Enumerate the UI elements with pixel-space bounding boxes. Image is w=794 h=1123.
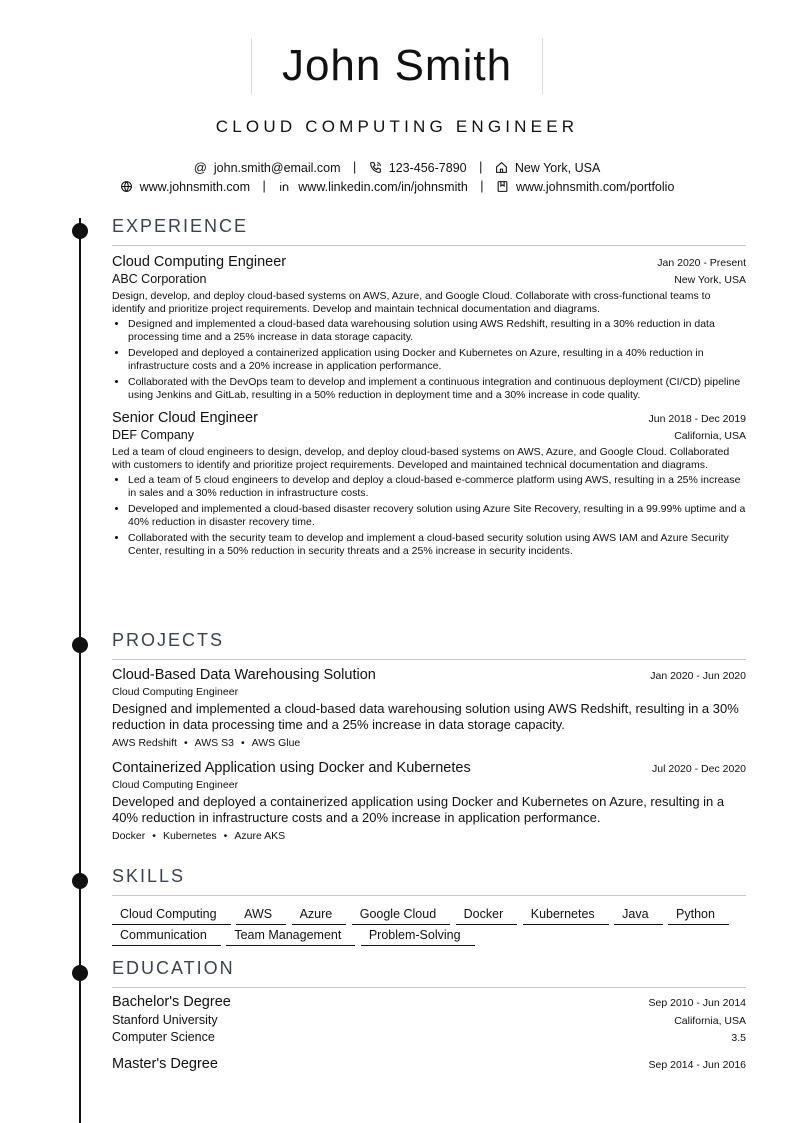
timeline-dot (72, 223, 88, 239)
tech-separator: • (223, 830, 228, 842)
project-entry (112, 667, 746, 749)
entry-date: Jan 2020 - Present (657, 257, 746, 269)
education-date: Sep 2014 - Jun 2016 (648, 1059, 746, 1071)
separator: | (353, 160, 357, 174)
project-date: Jan 2020 - Jun 2020 (650, 670, 746, 682)
skill-tag: Team Management (226, 925, 355, 946)
phone-contact[interactable] (369, 161, 467, 175)
skill-tag: Communication (112, 925, 221, 946)
list-item: • Led a team of 5 cloud engineers to develop and deploy a cloud-based e-commerce platform using AWS, resulting in a 25% increase in sales and a 30% reduction in infrastructure costs. (128, 474, 746, 499)
project-tech (112, 737, 746, 749)
skill-tag: Problem-Solving (361, 925, 475, 946)
email-contact[interactable] (194, 160, 341, 175)
project-role: Cloud Computing Engineer (112, 686, 239, 698)
entry-company: ABC Corporation (112, 272, 207, 286)
gpa-value: 3.5 (731, 1032, 746, 1044)
name-header (0, 38, 794, 94)
section-heading: EXPERIENCE (112, 216, 746, 246)
education-entry (112, 994, 746, 1044)
timeline-dot (72, 637, 88, 653)
skill-tag: Python (668, 904, 729, 925)
location-contact (495, 161, 600, 175)
portfolio-contact[interactable] (496, 180, 674, 194)
skills-section (112, 866, 746, 946)
skill-tag: Google Cloud (352, 904, 450, 925)
degree-title: Master's Degree (112, 1056, 218, 1072)
email-text: john.smith@email.com (213, 160, 341, 175)
contact-row-2 (0, 179, 794, 194)
entry-summary: Design, develop, and deploy cloud-based systems on AWS, Azure, and Google Cloud. Collaborate with cross-functional teams to identify and prioritize project requirements. Develop and maintain technical documentation and diagrams. (112, 290, 711, 315)
project-role: Cloud Computing Engineer (112, 779, 239, 791)
project-description: Developed and deployed a containerized application using Docker and Kubernetes on Azure, resulting in a 40% reduction in infrastructure costs and a 20% increase in application performance. (112, 794, 725, 825)
entry-company: DEF Company (112, 428, 194, 442)
section-heading: SKILLS (112, 866, 746, 896)
home-icon (495, 161, 508, 174)
skill-tag: Docker (456, 904, 518, 925)
tech-separator: • (183, 737, 188, 749)
portfolio-text: www.johnsmith.com/portfolio (516, 179, 675, 194)
website-text: www.johnsmith.com (139, 179, 251, 194)
separator: | (479, 160, 483, 174)
school-location: California, USA (674, 1015, 746, 1027)
timeline-dot (72, 965, 88, 981)
timeline-dot (72, 873, 88, 889)
globe-icon (120, 180, 133, 193)
skill-tag: Cloud Computing (112, 904, 231, 925)
project-tech (112, 830, 746, 842)
list-item: • Developed and implemented a cloud-based disaster recovery solution using Azure Site Recovery, resulting in a 99.99% uptime and a 40% reduction in disaster recovery time. (128, 503, 746, 528)
skill-tag: Azure (292, 904, 347, 925)
contact-row-1 (0, 160, 794, 175)
tech-item: AWS Redshift (112, 737, 177, 749)
list-item: • Developed and deployed a containerized application using Docker and Kubernetes on Azure, resulting in a 40% reduction in infrastructure costs and a 20% increase in application performance. (128, 347, 746, 372)
job-title: CLOUD COMPUTING ENGINEER (215, 117, 579, 136)
at-icon: @ (193, 160, 207, 176)
entry-bullets (112, 318, 746, 401)
entry-summary: Led a team of cloud engineers to design, develop, and deploy cloud-based systems on AWS, Azure, and Google Cloud. Collaborated with customers to identify and prioritize project requirements. Developed and maintained technical documentation and diagrams. (112, 446, 730, 471)
candidate-name: John Smith (251, 38, 543, 94)
website-contact[interactable] (120, 180, 250, 194)
project-date: Jul 2020 - Dec 2020 (652, 763, 746, 775)
project-description: Designed and implemented a cloud-based data warehousing solution using AWS Redshift, resulting in a 30% reduction in data processing time and a 25% increase in data storage capacity. (112, 701, 739, 732)
list-item: • Collaborated with the DevOps team to develop and implement a continuous integration and continuous deployment (CI/CD) pipeline using Jenkins and GitLab, resulting in a 50% reduction in deployment time and a 30% increase in code quality. (128, 376, 746, 401)
separator: | (262, 179, 266, 193)
entry-date: Jun 2018 - Dec 2019 (648, 413, 746, 425)
tech-separator: • (152, 830, 156, 842)
education-section (112, 958, 746, 1072)
portfolio-icon (496, 180, 509, 193)
education-entry (112, 1056, 746, 1072)
entry-location: California, USA (674, 430, 746, 442)
skill-tag: AWS (236, 904, 286, 925)
timeline-line (79, 218, 81, 1123)
linkedin-text: www.linkedin.com/in/johnsmith (298, 179, 468, 194)
linkedin-contact[interactable] (278, 180, 468, 194)
experience-section (112, 216, 746, 561)
phone-text: 123-456-7890 (388, 160, 467, 175)
experience-entry (112, 410, 746, 557)
project-title: Cloud-Based Data Warehousing Solution (112, 667, 376, 683)
skills-list (112, 904, 746, 946)
section-heading: EDUCATION (112, 958, 746, 988)
entry-bullets (112, 474, 746, 557)
phone-icon (369, 161, 382, 174)
list-item: • Designed and implemented a cloud-based data warehousing solution using AWS Redshift, resulting in a 30% reduction in data processing time and a 25% increase in data storage capacity. (128, 318, 746, 343)
projects-section (112, 630, 746, 842)
field-of-study: Computer Science (112, 1030, 215, 1044)
project-title: Containerized Application using Docker and Kubernetes (112, 760, 471, 776)
experience-entry (112, 254, 746, 401)
tech-item: Kubernetes (162, 830, 217, 842)
entry-title: Senior Cloud Engineer (112, 410, 258, 426)
education-date: Sep 2010 - Jun 2014 (648, 997, 746, 1009)
separator: | (480, 179, 484, 193)
skill-tag: Java (614, 904, 662, 925)
section-heading: PROJECTS (112, 630, 746, 660)
tech-item: AWS Glue (251, 737, 301, 749)
tech-item: Azure AKS (234, 830, 286, 842)
tech-item: AWS S3 (194, 737, 234, 749)
linkedin-icon (278, 180, 291, 193)
project-entry (112, 760, 746, 842)
entry-title: Cloud Computing Engineer (112, 254, 287, 270)
location-text: New York, USA (514, 160, 601, 175)
tech-separator: • (240, 737, 245, 749)
school-name: Stanford University (112, 1013, 218, 1027)
skill-tag: Kubernetes (523, 904, 609, 925)
list-item: • Collaborated with the security team to develop and implement a cloud-based security solution using AWS IAM and Azure Security Center, resulting in a 50% reduction in security threats and a 25% increase in security incidents. (128, 532, 746, 557)
tech-item: Docker (112, 830, 146, 842)
degree-title: Bachelor's Degree (112, 994, 231, 1010)
entry-location: New York, USA (674, 274, 746, 286)
